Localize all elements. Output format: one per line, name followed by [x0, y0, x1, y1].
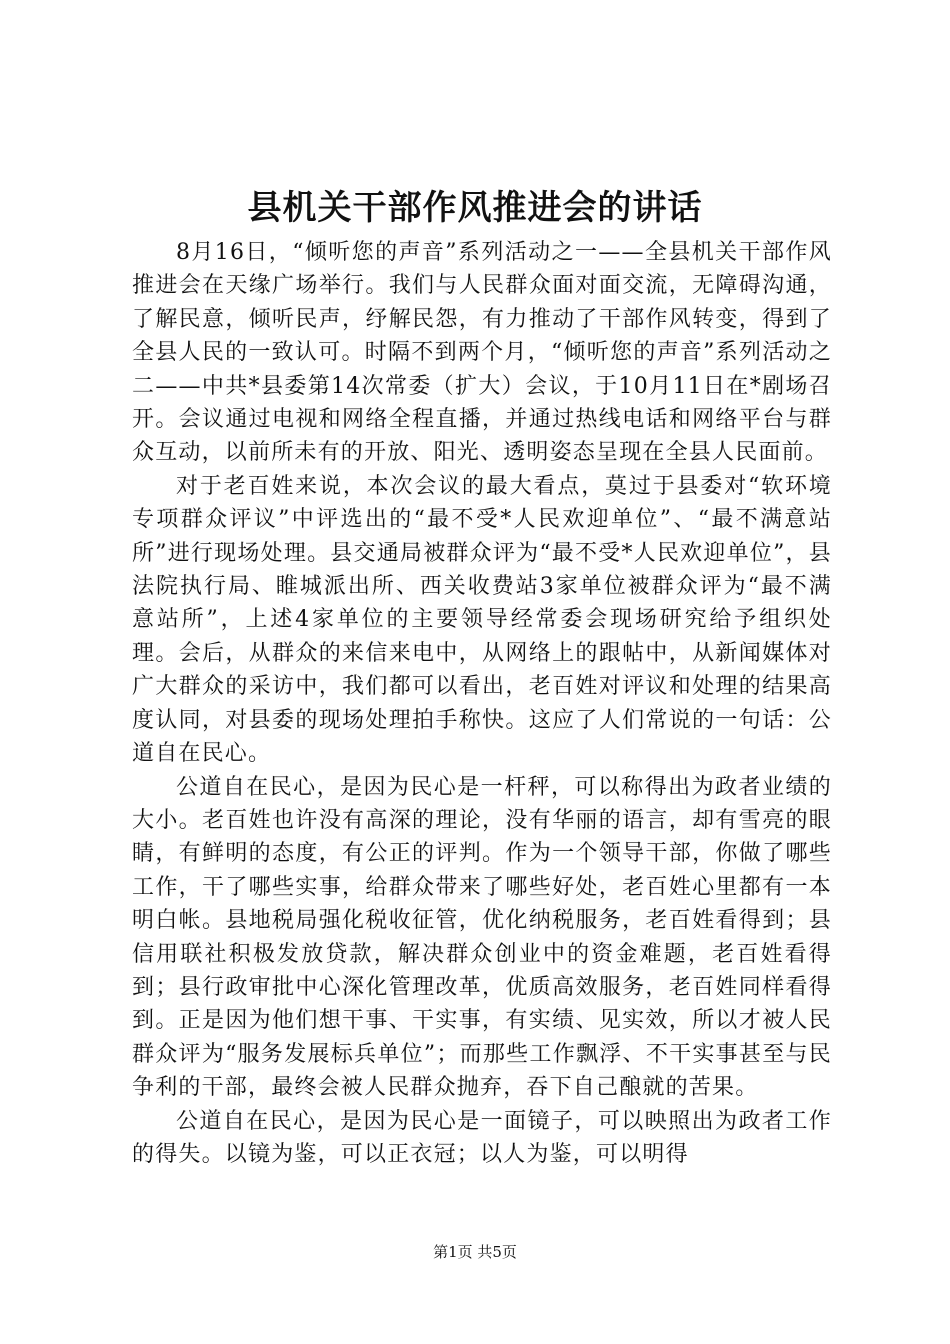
page-number-footer: 第1页 共5页: [433, 1243, 517, 1261]
paragraph: 8月16日，“倾听您的声音”系列活动之一——全县机关干部作风推进会在天缘广场举行。我们与人民群众面对面交流，无障碍沟通，了解民意，倾听民声，纾解民怨，有力推动了干部作风转变，得到了全县人民的一致认可。时隔不到两个月，“倾听您的声音”系列活动之二——中共*县委第14次常委（扩大）会议，于10月11日在*剧场召开。会议通过电视和网络全程直播，并通过热线电话和网络平台与群众互动，以前所未有的开放、阳光、透明姿态呈现在全县人民面前。: [132, 240, 832, 466]
paragraph: 公道自在民心，是因为民心是一面镜子，可以映照出为政者工作的得失。以镜为鉴，可以正衣冠；以人为鉴，可以明得: [132, 1108, 832, 1167]
paragraph: 对于老百姓来说，本次会议的最大看点，莫过于县委对“软环境专项群众评议”中评选出的“最不受*人民欢迎单位”、“最不满意站所”进行现场处理。县交通局被群众评为“最不受*人民欢迎单位”，县法院执行局、睢城派出所、西关收费站3家单位被群众评为“最不满意站所”，上述4家单位的主要领导经常委会现场研究给予组织处理。会后，从群众的来信来电中，从网络上的跟帖中，从新闻媒体对广大群众的采访中，我们都可以看出，老百姓对评议和处理的结果高度认同，对县委的现场处理拍手称快。这应了人们常说的一句话：公道自在民心。: [132, 473, 832, 767]
paragraph: 公道自在民心，是因为民心是一杆秤，可以称得出为政者业绩的大小。老百姓也许没有高深的理论，没有华丽的语言，却有雪亮的眼睛，有鲜明的态度，有公正的评判。作为一个领导干部，你做了哪些工作，干了哪些实事，给群众带来了哪些好处，老百姓心里都有一本明白帐。县地税局强化税收征管，优化纳税服务，老百姓看得到；县信用联社积极发放贷款，解决群众创业中的资金难题，老百姓看得到；县行政审批中心深化管理改革，优质高效服务，老百姓同样看得到。正是因为他们想干事、干实事，有实绩、见实效，所以才被人民群众评为“服务发展标兵单位”；而那些工作飘浮、不干实事甚至与民争利的干部，最终会被人民群众抛弃，吞下自己酿就的苦果。: [132, 774, 832, 1101]
document-body: [132, 236, 832, 1171]
document-title: 县机关干部作风推进会的讲话: [247, 188, 703, 228]
